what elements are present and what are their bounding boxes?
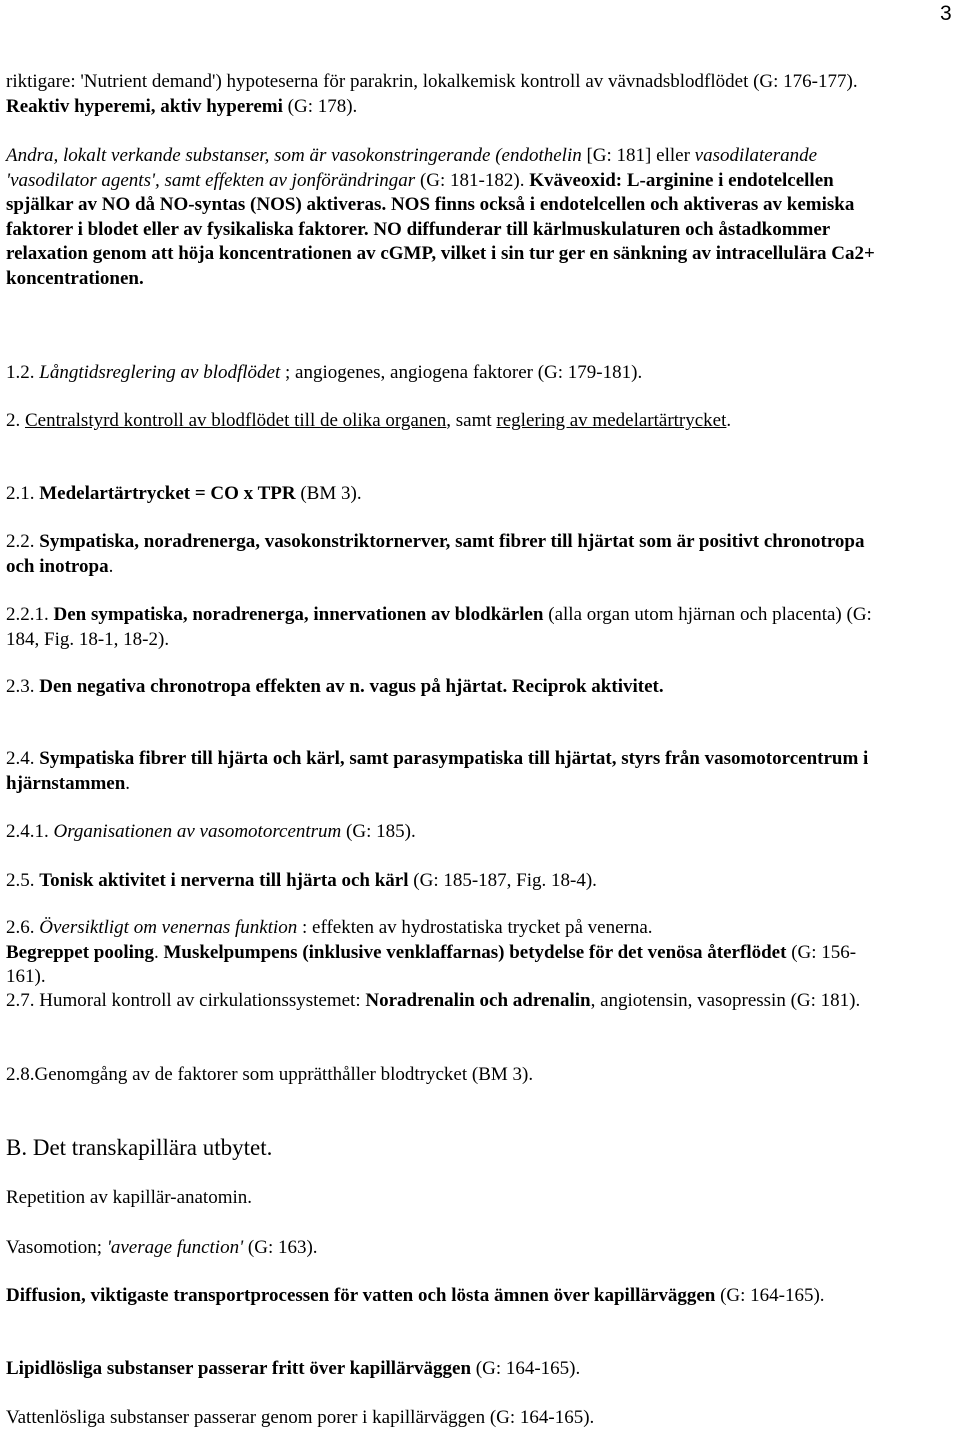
- bold-text: Sympatiska, noradrenerga, vasokonstriktornerver, samt fibrer till hjärtat som är positivt chronotropa och inotropa: [6, 531, 865, 577]
- paragraph-substanser: [6, 144, 886, 291]
- text: ; angiogenes, angiogena faktorer (G: 179-181).: [280, 362, 643, 383]
- paragraph-2-4-1: [6, 820, 886, 845]
- section-number: 2.1.: [6, 483, 40, 504]
- section-number: 2.2.: [6, 531, 40, 552]
- bold-text: Reaktiv hyperemi, aktiv hyperemi: [6, 95, 283, 117]
- paragraph-kapillar-anatomi: Repetition av kapillär-anatomin.: [6, 1187, 253, 1208]
- text: : effekten av hydrostatiska trycket på venerna.: [297, 917, 653, 938]
- page-number: 3: [940, 2, 952, 25]
- paragraph-2-5: [6, 869, 886, 894]
- paragraph-2-8: 2.8.Genomgång av de faktorer som upprätthåller blodtrycket (BM 3).: [6, 1064, 534, 1085]
- bold-text: Diffusion, viktigaste transportprocessen för vatten och lösta ämnen över kapillärväggen: [6, 1285, 716, 1306]
- paragraph-vasomotion: [6, 1236, 886, 1261]
- paragraph-2-2-1: [6, 603, 886, 652]
- section-number: 2.6.: [6, 917, 40, 938]
- section-number: 2.: [6, 410, 25, 431]
- text: (BM 3).: [295, 483, 362, 504]
- paragraph-1-2: [6, 361, 886, 386]
- underlined-text: reglering av medelartärtrycket: [496, 410, 727, 431]
- italic-text: 'average function': [106, 1237, 244, 1258]
- section-number: 2.3.: [6, 676, 40, 697]
- text: (G: 185).: [341, 821, 416, 842]
- bold-text: Tonisk aktivitet i nerverna till hjärta och kärl: [39, 870, 409, 891]
- text: (G: 178).: [282, 95, 358, 117]
- bold-text: Medelartärtrycket = CO x TPR: [39, 483, 296, 504]
- text: (G: 164-165).: [715, 1285, 825, 1306]
- paragraph-diffusion: [6, 1284, 886, 1309]
- section-number: 2.4.: [6, 748, 40, 769]
- paragraph-2-1: [6, 482, 886, 507]
- text: riktigare: 'Nutrient demand') hypoteserna för parakrin, lokalkemisk kontroll av vävnadsblodflödet (G: 176-177).: [6, 71, 858, 92]
- italic-text: Översiktligt om venernas funktion: [39, 917, 298, 938]
- bold-text: Sympatiska fibrer till hjärta och kärl, samt parasympatiska till hjärtat, styrs från vasomotorcentrum i hjärnstammen: [6, 748, 869, 794]
- section-number: 2.7.: [6, 990, 40, 1011]
- section-number: 2.5.: [6, 870, 40, 891]
- text: , angiotensin, vasopressin (G: 181).: [590, 990, 861, 1011]
- italic-text: Långtidsreglering av blodflödet: [39, 362, 281, 383]
- bold-text: Begreppet pooling: [6, 941, 154, 963]
- text: , samt: [446, 410, 497, 431]
- paragraph-2-7: [6, 989, 886, 1014]
- bold-text: Noradrenalin och adrenalin: [365, 990, 591, 1011]
- paragraph-2-6: [6, 916, 886, 990]
- text: [G: 181] eller: [581, 145, 695, 166]
- bold-text: Den negativa chronotropa effekten av n. vagus på hjärtat. Reciprok aktivitet.: [39, 676, 664, 697]
- paragraph-2-4: [6, 747, 886, 796]
- bold-text-kvaveoxid: Kväveoxid: L-arginine i endotelcellen spjälkar av NO då NO-syntas (NOS) aktiveras. NOS finns också i endotelcellen och aktiveras av kemiska faktorer i blodet eller av fysikaliska faktorer. NO diffunderar till kärlmuskulaturen och åstadkommer relaxation genom att höja koncentrationen av cGMP, vilket i sin tur ger en sänkning av intracellulära Ca2+ koncentrationen.: [6, 169, 875, 289]
- paragraph-vattenlosliga: Vattenlösliga substanser passerar genom porer i kapillärväggen (G: 164-165).: [6, 1407, 595, 1428]
- paragraph-2-2: [6, 530, 886, 579]
- italic-text: vasodilaterande 'vasodilator agents', samt effekten av jonförändringar: [6, 145, 818, 191]
- underlined-text: Centralstyrd kontroll av blodflödet till de olika organen: [25, 410, 447, 431]
- text: Vasomotion;: [6, 1237, 107, 1258]
- text: .: [125, 772, 131, 794]
- text: (G: 185-187, Fig. 18-4).: [408, 870, 597, 891]
- text: (G: 164-165).: [471, 1358, 581, 1379]
- paragraph-parakrin: [6, 70, 886, 119]
- text: (G: 163).: [243, 1237, 318, 1258]
- paragraph-2-3: [6, 675, 886, 700]
- text: .: [153, 941, 164, 963]
- paragraph-2: [6, 409, 886, 434]
- text: (G: 156-161).: [6, 941, 857, 987]
- text: (alla organ utom hjärnan och placenta) (G: 184, Fig. 18-1, 18-2).: [6, 604, 872, 650]
- italic-text: Organisationen av vasomotorcentrum: [53, 821, 342, 842]
- bold-text: Den sympatiska, noradrenerga, innervationen av blodkärlen: [53, 604, 544, 625]
- bold-text: Lipidlösliga substanser passerar fritt över kapillärväggen: [6, 1358, 472, 1379]
- section-number: 1.2.: [6, 362, 40, 383]
- text: Humoral kontroll av cirkulationssystemet:: [39, 990, 366, 1011]
- section-number: 2.4.1.: [6, 821, 54, 842]
- bold-text: Muskelpumpens (inklusive venklaffarnas) betydelse för det venösa återflödet: [163, 941, 787, 963]
- text: .: [726, 410, 732, 431]
- text: (G: 181-182).: [415, 169, 525, 191]
- text: .: [108, 555, 114, 577]
- section-b-heading: B. Det transkapillära utbytet.: [6, 1135, 273, 1160]
- paragraph-lipidlosliga: [6, 1357, 886, 1382]
- italic-text: Andra, lokalt verkande substanser, som är vasokonstringerande (endothelin: [6, 145, 582, 166]
- section-number: 2.2.1.: [6, 604, 54, 625]
